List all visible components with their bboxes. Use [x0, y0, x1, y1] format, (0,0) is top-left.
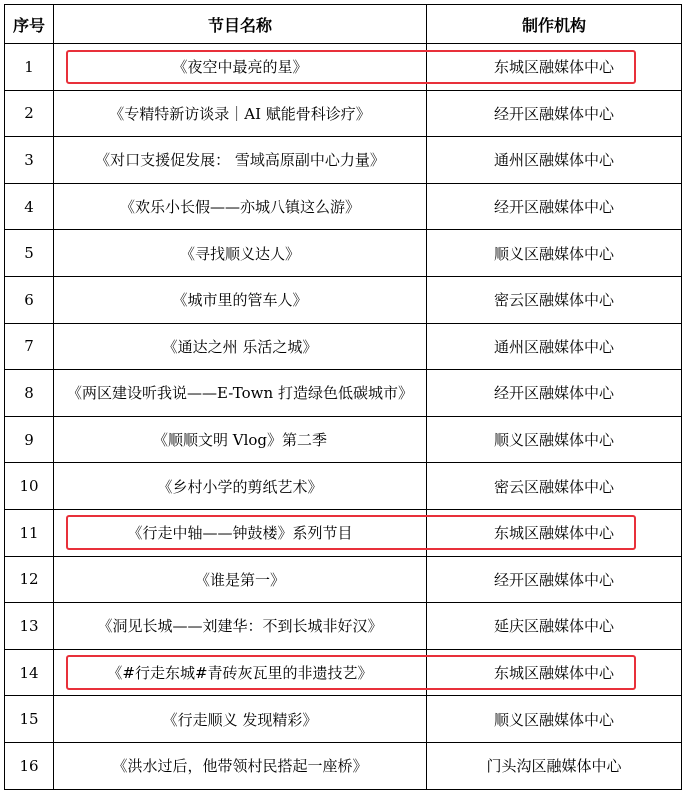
row-number: 8: [5, 370, 54, 417]
row-number: 6: [5, 276, 54, 323]
producer-org: 经开区融媒体中心: [427, 183, 682, 230]
row-number: 13: [5, 603, 54, 650]
program-title: 《乡村小学的剪纸艺术》: [54, 463, 427, 510]
producer-org: 通州区融媒体中心: [427, 137, 682, 184]
table-row: [5, 742, 682, 789]
producer-org: 密云区融媒体中心: [427, 463, 682, 510]
program-title: 《欢乐小长假——亦城八镇这么游》: [54, 183, 427, 230]
program-title: 《#行走东城#青砖灰瓦里的非遗技艺》: [54, 649, 427, 696]
producer-org: 延庆区融媒体中心: [427, 603, 682, 650]
table-row: [5, 137, 682, 184]
producer-org: 经开区融媒体中心: [427, 556, 682, 603]
table-row: [5, 90, 682, 137]
program-title: 《行走顺义 发现精彩》: [54, 696, 427, 743]
program-title: 《洪水过后，他带领村民搭起一座桥》: [54, 742, 427, 789]
program-title: 《专精特新访谈录｜AI 赋能骨科诊疗》: [54, 90, 427, 137]
row-number: 3: [5, 137, 54, 184]
highlight-box: [66, 515, 636, 550]
header-row: [5, 5, 682, 44]
highlight-box: [66, 50, 636, 85]
table-row: [5, 276, 682, 323]
table-row: [5, 603, 682, 650]
program-title: 《行走中轴——钟鼓楼》系列节目: [54, 509, 427, 556]
program-title: 《洞见长城——刘建华：不到长城非好汉》: [54, 603, 427, 650]
row-number: 1: [5, 44, 54, 91]
row-number: 16: [5, 742, 54, 789]
program-title: 《夜空中最亮的星》: [54, 44, 427, 91]
row-number: 7: [5, 323, 54, 370]
program-title: 《寻找顺义达人》: [54, 230, 427, 277]
row-number: 11: [5, 509, 54, 556]
producer-org: 顺义区融媒体中心: [427, 416, 682, 463]
highlight-box: [66, 655, 636, 690]
row-number: 9: [5, 416, 54, 463]
row-number: 4: [5, 183, 54, 230]
table-row: [5, 230, 682, 277]
row-number: 14: [5, 649, 54, 696]
program-title: 《城市里的管车人》: [54, 276, 427, 323]
table-row: [5, 323, 682, 370]
header-producer: 制作机构: [427, 5, 682, 44]
row-number: 2: [5, 90, 54, 137]
table-row: [5, 183, 682, 230]
program-title: 《通达之州 乐活之城》: [54, 323, 427, 370]
header-program-name: 节目名称: [54, 5, 427, 44]
producer-org: 门头沟区融媒体中心: [427, 742, 682, 789]
producer-org: 顺义区融媒体中心: [427, 696, 682, 743]
producer-org: 东城区融媒体中心: [427, 649, 682, 696]
program-title: 《顺顺文明 Vlog》第二季: [54, 416, 427, 463]
program-title: 《对口支援促发展： 雪域高原副中心力量》: [54, 137, 427, 184]
table-row: [5, 370, 682, 417]
producer-org: 东城区融媒体中心: [427, 509, 682, 556]
producer-org: 东城区融媒体中心: [427, 44, 682, 91]
table-row: [5, 696, 682, 743]
program-title: 《谁是第一》: [54, 556, 427, 603]
program-title: 《两区建设听我说——E-Town 打造绿色低碳城市》: [54, 370, 427, 417]
producer-org: 经开区融媒体中心: [427, 370, 682, 417]
table-row: [5, 416, 682, 463]
table-row: [5, 556, 682, 603]
producer-org: 顺义区融媒体中心: [427, 230, 682, 277]
row-number: 15: [5, 696, 54, 743]
row-number: 12: [5, 556, 54, 603]
header-number: 序号: [5, 5, 54, 44]
producer-org: 通州区融媒体中心: [427, 323, 682, 370]
producer-org: 经开区融媒体中心: [427, 90, 682, 137]
row-number: 5: [5, 230, 54, 277]
producer-org: 密云区融媒体中心: [427, 276, 682, 323]
table-row: [5, 463, 682, 510]
row-number: 10: [5, 463, 54, 510]
